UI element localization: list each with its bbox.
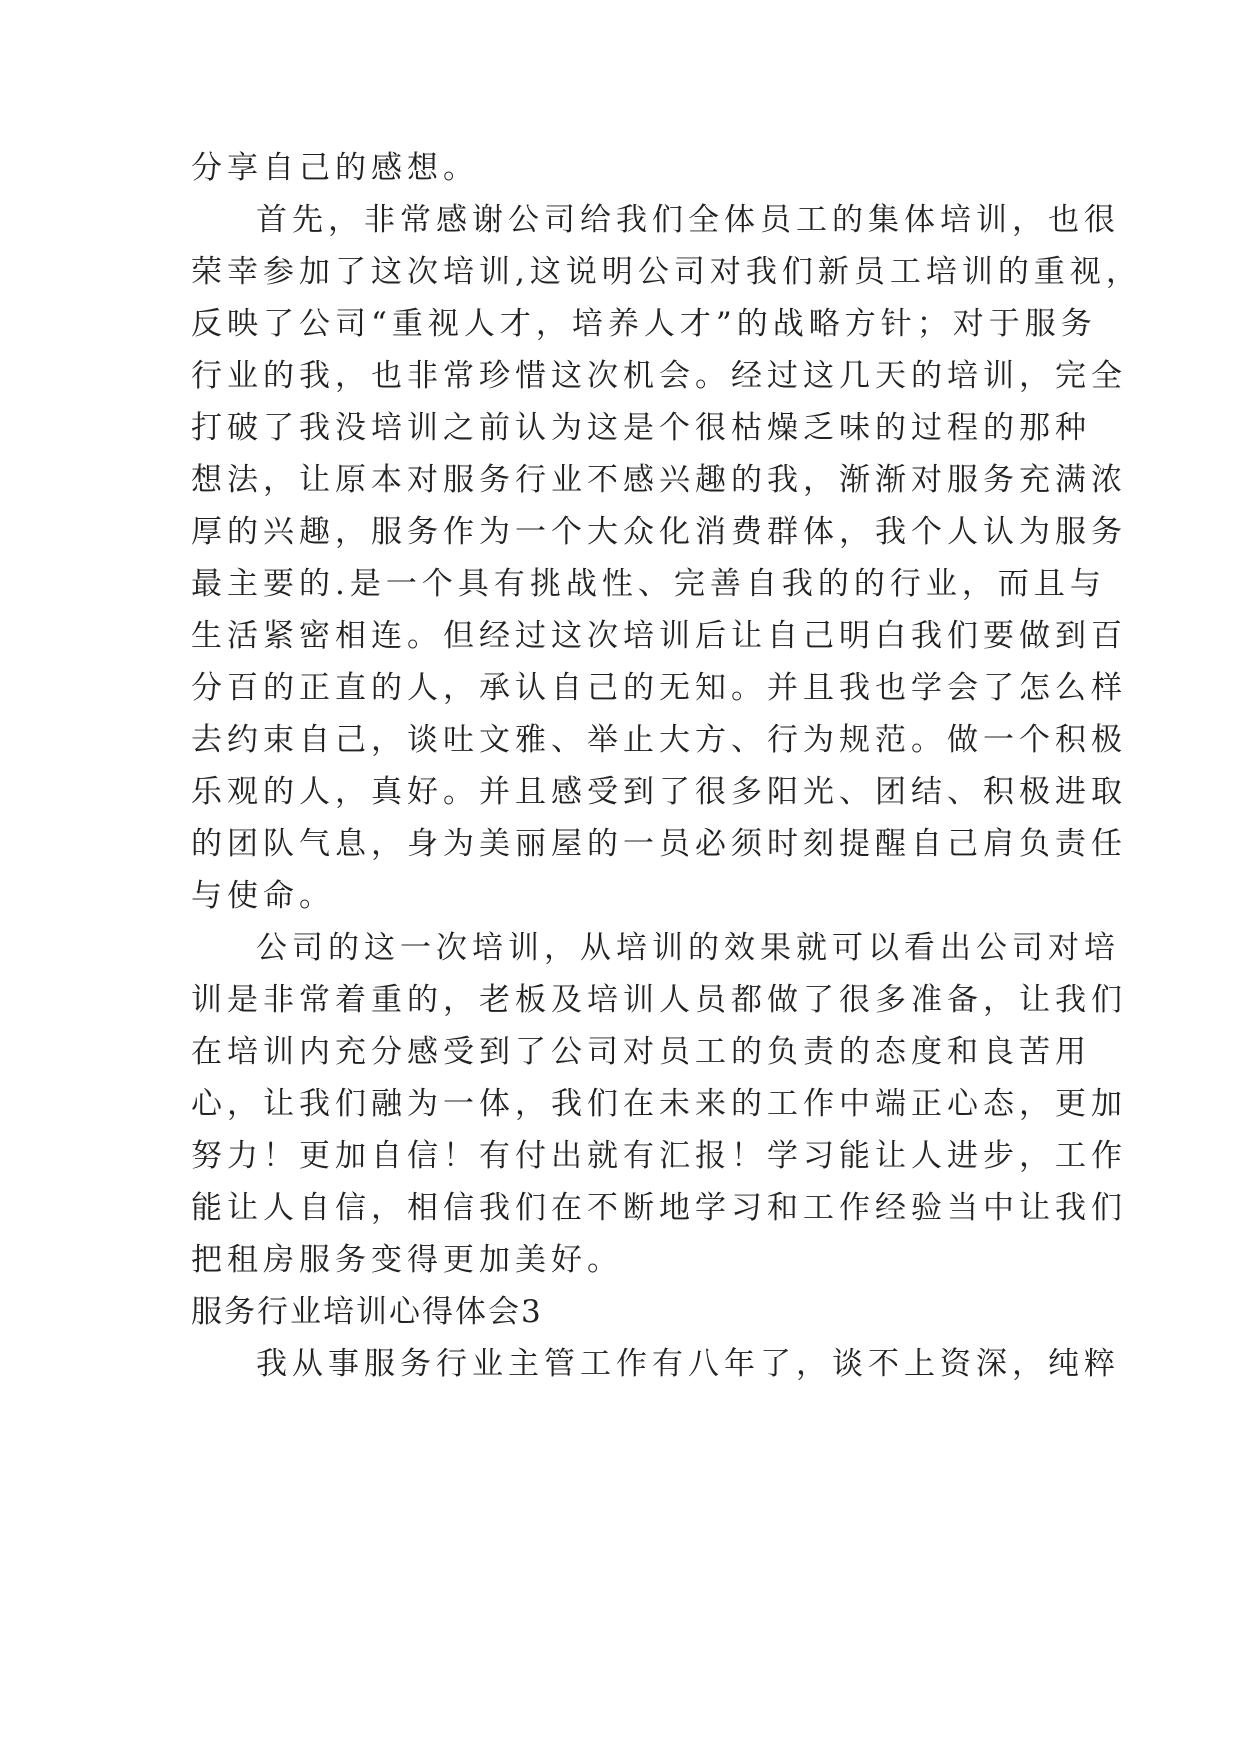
section-heading: 服务行业培训心得体会3 — [191, 1294, 543, 1330]
body-text-line: 想法，让原本对服务行业不感兴趣的我，渐渐对服务充满浓 — [191, 462, 1127, 498]
body-text-line: 能让人自信，相信我们在不断地学习和工作经验当中让我们 — [191, 1190, 1127, 1226]
body-text-line: 与使命。 — [191, 878, 335, 914]
body-text-line: 去约束自己，谈吐文雅、举止大方、行为规范。做一个积极 — [191, 722, 1127, 758]
body-text-line: 把租房服务变得更加美好。 — [191, 1242, 623, 1278]
body-text-line: 行业的我，也非常珍惜这次机会。经过这几天的培训，完全 — [191, 358, 1127, 394]
body-text-line: 反映了公司“重视人才，培养人才”的战略方针；对于服务 — [191, 306, 1097, 342]
body-text-line: 分百的正直的人，承认自己的无知。并且我也学会了怎么样 — [191, 670, 1127, 706]
body-text-line: 分享自己的感想。 — [191, 150, 479, 186]
body-text-line: 荣幸参加了这次培训,这说明公司对我们新员工培训的重视， — [191, 254, 1142, 290]
body-text-line: 打破了我没培训之前认为这是个很枯燥乏味的过程的那种 — [191, 410, 1091, 446]
body-text-line: 心，让我们融为一体，我们在未来的工作中端正心态，更加 — [191, 1086, 1127, 1122]
body-text-line: 乐观的人，真好。并且感受到了很多阳光、团结、积极进取 — [191, 774, 1127, 810]
body-text-line: 厚的兴趣，服务作为一个大众化消费群体，我个人认为服务 — [191, 514, 1127, 550]
paragraph-first-line: 首先，非常感谢公司给我们全体员工的集体培训，也很 — [256, 202, 1120, 238]
body-text-line: 在培训内充分感受到了公司对员工的负责的态度和良苦用 — [191, 1034, 1091, 1070]
paragraph-first-line: 公司的这一次培训，从培训的效果就可以看出公司对培 — [256, 930, 1120, 966]
body-text-line: 最主要的.是一个具有挑战性、完善自我的的行业，而且与 — [191, 566, 1106, 602]
body-text-line: 努力！更加自信！有付出就有汇报！学习能让人进步，工作 — [191, 1138, 1127, 1174]
body-text-line: 训是非常着重的，老板及培训人员都做了很多准备，让我们 — [191, 982, 1127, 1018]
body-text-line: 生活紧密相连。但经过这次培训后让自己明白我们要做到百 — [191, 618, 1127, 654]
body-text-line: 的团队气息，身为美丽屋的一员必须时刻提醒自己肩负责任 — [191, 826, 1127, 862]
paragraph-first-line: 我从事服务行业主管工作有八年了，谈不上资深，纯粹 — [256, 1346, 1120, 1382]
